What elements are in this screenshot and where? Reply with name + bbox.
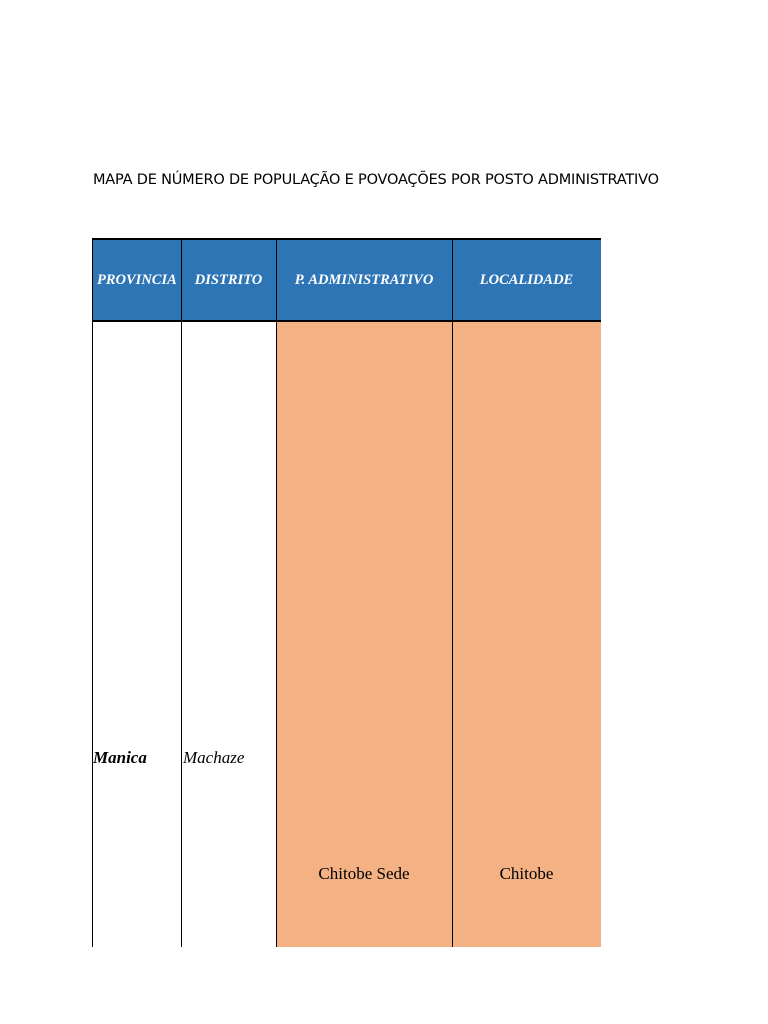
column-provincia [92, 322, 181, 947]
column-distrito [181, 322, 276, 947]
header-provincia: PROVINCIA [92, 238, 181, 322]
grid-line [452, 238, 453, 947]
grid-line [181, 238, 182, 947]
header-p-administrativo: P. ADMINISTRATIVO [276, 238, 452, 322]
cell-p-administrativo: Chitobe Sede [318, 864, 410, 883]
cell-localidade: Chitobe [499, 864, 554, 883]
column-p-administrativo [276, 322, 452, 947]
header-distrito: DISTRITO [181, 238, 276, 322]
grid-line [276, 238, 277, 947]
header-localidade: LOCALIDADE [452, 238, 601, 322]
column-localidade [452, 322, 601, 947]
population-table [92, 238, 601, 947]
cell-provincia: Manica [93, 748, 147, 767]
grid-line [92, 238, 93, 947]
page-title: MAPA DE NÚMERO DE POPULAÇÃO E POVOAÇÕES POR POSTO ADMINISTRATIVO [93, 172, 659, 188]
cell-distrito: Machaze [183, 748, 245, 767]
